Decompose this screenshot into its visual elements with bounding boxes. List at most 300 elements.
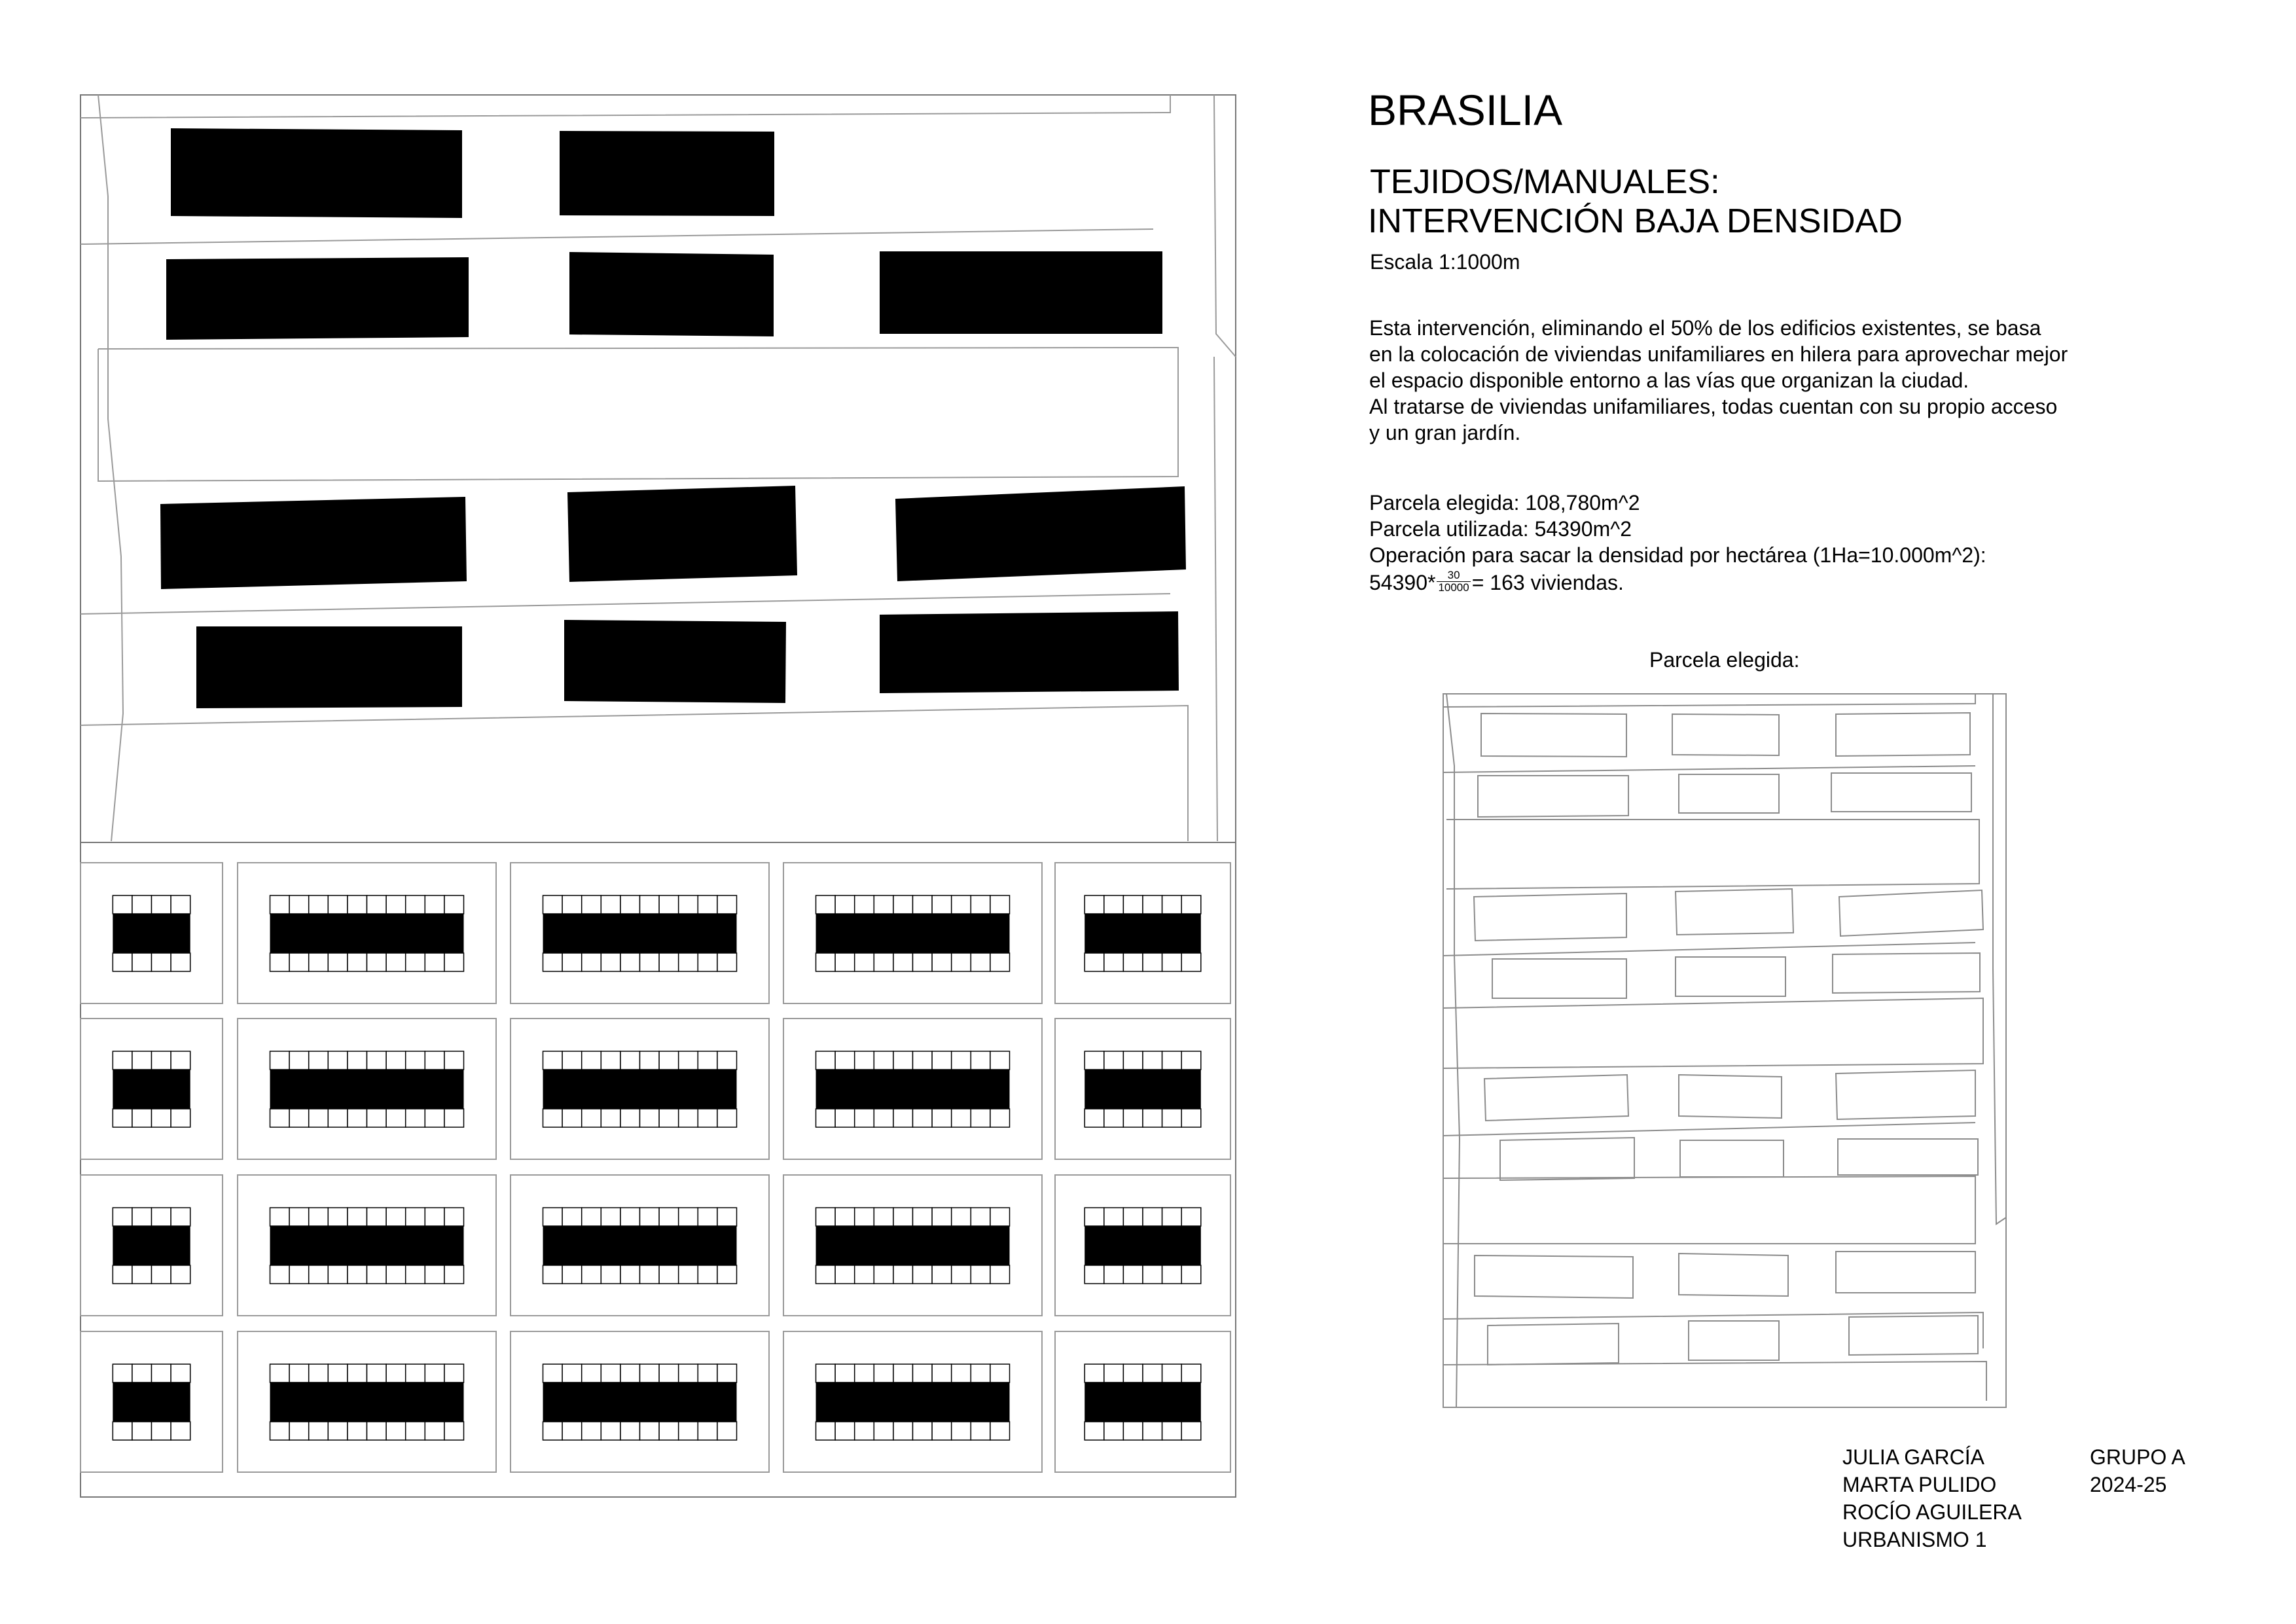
private-garden xyxy=(171,1208,190,1226)
private-garden xyxy=(620,895,640,914)
private-garden xyxy=(582,1051,601,1070)
private-garden xyxy=(620,1208,640,1226)
rowhouse-bar xyxy=(270,914,464,953)
private-garden xyxy=(816,953,836,971)
private-garden xyxy=(309,953,329,971)
private-garden xyxy=(171,1051,190,1070)
parcel-building xyxy=(1478,776,1628,817)
parcel-street xyxy=(1443,1362,1986,1401)
private-garden xyxy=(990,1208,1010,1226)
private-garden xyxy=(1123,1364,1143,1382)
parcel-building xyxy=(1474,893,1626,941)
formula-numerator: 30 xyxy=(1437,569,1470,582)
private-garden xyxy=(367,1109,387,1127)
private-garden xyxy=(855,953,874,971)
private-garden xyxy=(1123,1051,1143,1070)
private-garden xyxy=(816,1422,836,1440)
parcel-street xyxy=(1443,1176,1975,1244)
private-garden xyxy=(444,1208,464,1226)
private-garden xyxy=(952,1208,971,1226)
private-garden xyxy=(717,953,737,971)
parcel-street xyxy=(1443,1312,1983,1348)
private-garden xyxy=(855,895,874,914)
private-garden xyxy=(855,1265,874,1284)
private-garden xyxy=(1181,1051,1201,1070)
private-garden xyxy=(971,1208,990,1226)
parcel-building xyxy=(1689,1321,1779,1360)
private-garden xyxy=(543,1364,563,1382)
parcela-utilizada-value: Parcela utilizada: 54390m^2 xyxy=(1369,517,1632,541)
density-operation-label: Operación para sacar la densidad por hectárea (1Ha=10.000m^2): xyxy=(1369,543,1986,567)
private-garden xyxy=(659,1265,679,1284)
private-garden xyxy=(171,895,190,914)
private-garden xyxy=(543,1051,563,1070)
building xyxy=(569,252,774,336)
private-garden xyxy=(952,895,971,914)
private-garden xyxy=(132,1109,152,1127)
parcel-street xyxy=(1993,694,2006,1224)
parcel-building xyxy=(1679,1075,1782,1118)
private-garden xyxy=(601,895,620,914)
private-garden xyxy=(406,1208,425,1226)
private-garden xyxy=(406,1422,425,1440)
building xyxy=(567,486,797,582)
scale-label: Escala 1:1000m xyxy=(1370,250,1520,274)
private-garden xyxy=(425,1422,444,1440)
private-garden xyxy=(855,1051,874,1070)
page-title: BRASILIA xyxy=(1368,86,1563,134)
private-garden xyxy=(855,1208,874,1226)
private-garden xyxy=(309,1265,329,1284)
parcel-building xyxy=(1676,889,1793,935)
private-garden xyxy=(679,1364,698,1382)
private-garden xyxy=(679,1422,698,1440)
private-garden xyxy=(132,1422,152,1440)
private-garden xyxy=(270,1109,290,1127)
private-garden xyxy=(913,1208,933,1226)
private-garden xyxy=(990,1051,1010,1070)
private-garden xyxy=(425,1208,444,1226)
private-garden xyxy=(132,1051,152,1070)
private-garden xyxy=(698,1051,717,1070)
private-garden xyxy=(1162,1422,1182,1440)
private-garden xyxy=(309,895,329,914)
private-garden xyxy=(1143,953,1162,971)
rowhouse-bar xyxy=(816,914,1010,953)
private-garden xyxy=(835,953,855,971)
private-garden xyxy=(601,1051,620,1070)
private-garden xyxy=(425,1364,444,1382)
private-garden xyxy=(835,1364,855,1382)
private-garden xyxy=(620,1364,640,1382)
private-garden xyxy=(113,895,132,914)
private-garden xyxy=(1085,1109,1104,1127)
private-garden xyxy=(328,895,348,914)
private-garden xyxy=(913,1109,933,1127)
private-garden xyxy=(1104,895,1124,914)
private-garden xyxy=(367,1265,387,1284)
private-garden xyxy=(835,1208,855,1226)
private-garden xyxy=(874,1265,893,1284)
parcel-building xyxy=(1679,774,1779,813)
private-garden xyxy=(113,1208,132,1226)
rowhouse-bar xyxy=(543,1070,737,1109)
private-garden xyxy=(679,1208,698,1226)
private-garden xyxy=(1181,1208,1201,1226)
private-garden xyxy=(601,1422,620,1440)
private-garden xyxy=(289,1422,309,1440)
private-garden xyxy=(348,1109,367,1127)
private-garden xyxy=(1123,1109,1143,1127)
private-garden xyxy=(874,1208,893,1226)
parcel-street xyxy=(1446,694,1460,1407)
private-garden xyxy=(932,1364,952,1382)
private-garden xyxy=(659,1364,679,1382)
parcela-label: Parcela elegida: xyxy=(1649,648,1800,672)
private-garden xyxy=(1162,1051,1182,1070)
rowhouse-bar xyxy=(816,1226,1010,1265)
private-garden xyxy=(171,1109,190,1127)
private-garden xyxy=(367,1208,387,1226)
parcel-building xyxy=(1475,1255,1633,1298)
private-garden xyxy=(1143,1109,1162,1127)
parcel-building xyxy=(1676,957,1785,996)
private-garden xyxy=(444,1364,464,1382)
private-garden xyxy=(717,1422,737,1440)
formula-denominator: 10000 xyxy=(1438,581,1469,594)
private-garden xyxy=(952,1051,971,1070)
parcel-street xyxy=(1443,1123,1975,1136)
private-garden xyxy=(990,1364,1010,1382)
private-garden xyxy=(855,1109,874,1127)
private-garden xyxy=(1143,1364,1162,1382)
private-garden xyxy=(171,1364,190,1382)
private-garden xyxy=(1123,895,1143,914)
parcel-building xyxy=(1831,773,1971,812)
rowhouse-bar xyxy=(270,1382,464,1422)
private-garden xyxy=(1104,1051,1124,1070)
private-garden xyxy=(816,1364,836,1382)
private-garden xyxy=(113,1051,132,1070)
private-garden xyxy=(367,895,387,914)
private-garden xyxy=(893,1208,913,1226)
formula-fraction xyxy=(1437,569,1470,594)
private-garden xyxy=(1104,953,1124,971)
private-garden xyxy=(816,1208,836,1226)
private-garden xyxy=(406,1265,425,1284)
private-garden xyxy=(348,1422,367,1440)
private-garden xyxy=(562,953,582,971)
private-garden xyxy=(289,1109,309,1127)
building xyxy=(880,611,1179,693)
private-garden xyxy=(386,895,406,914)
private-garden xyxy=(1123,1265,1143,1284)
private-garden xyxy=(816,895,836,914)
private-garden xyxy=(1104,1364,1124,1382)
parcel-building xyxy=(1672,714,1779,755)
private-garden xyxy=(1085,1208,1104,1226)
private-garden xyxy=(659,1051,679,1070)
private-garden xyxy=(1181,1109,1201,1127)
private-garden xyxy=(1181,895,1201,914)
private-garden xyxy=(289,1051,309,1070)
private-garden xyxy=(1162,895,1182,914)
private-garden xyxy=(562,1265,582,1284)
private-garden xyxy=(816,1109,836,1127)
private-garden xyxy=(1181,953,1201,971)
private-garden xyxy=(348,1364,367,1382)
private-garden xyxy=(171,953,190,971)
private-garden xyxy=(152,1109,171,1127)
authors-block xyxy=(1842,1443,2022,1553)
parcel-street xyxy=(1443,694,1975,707)
street-line xyxy=(81,594,1170,614)
private-garden xyxy=(990,1109,1010,1127)
rowhouse-bar xyxy=(113,1070,190,1109)
private-garden xyxy=(1085,1364,1104,1382)
private-garden xyxy=(1181,1422,1201,1440)
rowhouse-bar xyxy=(816,1382,1010,1422)
building xyxy=(196,626,462,708)
private-garden xyxy=(679,1051,698,1070)
building xyxy=(160,497,467,589)
private-garden xyxy=(717,1265,737,1284)
private-garden xyxy=(328,1265,348,1284)
private-garden xyxy=(913,1051,933,1070)
private-garden xyxy=(132,1265,152,1284)
group-name: GRUPO A xyxy=(2090,1445,2185,1469)
private-garden xyxy=(913,1422,933,1440)
private-garden xyxy=(1123,1208,1143,1226)
private-garden xyxy=(270,1265,290,1284)
parcel-building xyxy=(1849,1316,1978,1355)
private-garden xyxy=(601,1265,620,1284)
private-garden xyxy=(698,1265,717,1284)
private-garden xyxy=(386,1109,406,1127)
private-garden xyxy=(270,953,290,971)
private-garden xyxy=(582,1422,601,1440)
private-garden xyxy=(543,895,563,914)
private-garden xyxy=(309,1208,329,1226)
private-garden xyxy=(367,1422,387,1440)
private-garden xyxy=(348,1208,367,1226)
chosen-parcel-plan xyxy=(1433,687,2022,1420)
private-garden xyxy=(1104,1422,1124,1440)
building xyxy=(171,128,462,218)
private-garden xyxy=(425,1109,444,1127)
private-garden xyxy=(1085,953,1104,971)
parcel-building xyxy=(1833,953,1980,993)
formula-result: = 163 viviendas. xyxy=(1471,571,1624,594)
description-line: Al tratarse de viviendas unifamiliares, todas cuentan con su propio acceso xyxy=(1369,395,2058,418)
private-garden xyxy=(328,953,348,971)
parcel-building xyxy=(1836,1252,1975,1293)
private-garden xyxy=(971,895,990,914)
private-garden xyxy=(640,1364,660,1382)
private-garden xyxy=(893,1265,913,1284)
private-garden xyxy=(367,1364,387,1382)
private-garden xyxy=(562,895,582,914)
private-garden xyxy=(816,1051,836,1070)
private-garden xyxy=(620,1422,640,1440)
building xyxy=(166,257,469,340)
private-garden xyxy=(444,895,464,914)
private-garden xyxy=(932,1051,952,1070)
private-garden xyxy=(152,1051,171,1070)
private-garden xyxy=(893,895,913,914)
private-garden xyxy=(932,895,952,914)
private-garden xyxy=(348,1051,367,1070)
parcel-frame xyxy=(1443,694,2006,1407)
street-line xyxy=(81,95,1170,118)
private-garden xyxy=(835,1051,855,1070)
private-garden xyxy=(717,1208,737,1226)
private-garden xyxy=(893,953,913,971)
private-garden xyxy=(270,1051,290,1070)
private-garden xyxy=(659,953,679,971)
private-garden xyxy=(601,1109,620,1127)
private-garden xyxy=(679,895,698,914)
private-garden xyxy=(562,1422,582,1440)
private-garden xyxy=(855,1422,874,1440)
rowhouse-bar xyxy=(543,1382,737,1422)
private-garden xyxy=(444,1422,464,1440)
density-formula xyxy=(1369,569,1986,596)
private-garden xyxy=(132,895,152,914)
private-garden xyxy=(698,1422,717,1440)
parcel-building xyxy=(1679,1254,1788,1296)
private-garden xyxy=(582,1364,601,1382)
subtitle-intervention: INTERVENCIÓN BAJA DENSIDAD xyxy=(1368,202,1903,240)
private-garden xyxy=(152,1364,171,1382)
private-garden xyxy=(990,895,1010,914)
rowhouse-bar xyxy=(270,1226,464,1265)
private-garden xyxy=(698,953,717,971)
private-garden xyxy=(289,895,309,914)
private-garden xyxy=(113,1364,132,1382)
private-garden xyxy=(601,1364,620,1382)
private-garden xyxy=(874,1364,893,1382)
private-garden xyxy=(562,1109,582,1127)
private-garden xyxy=(971,953,990,971)
private-garden xyxy=(717,1109,737,1127)
private-garden xyxy=(1104,1109,1124,1127)
description-line: en la colocación de viviendas unifamiliares en hilera para aprovechar mejor xyxy=(1369,342,2068,366)
subtitle-topic: TEJIDOS/MANUALES: xyxy=(1370,163,1720,201)
private-garden xyxy=(1162,1265,1182,1284)
private-garden xyxy=(425,953,444,971)
private-garden xyxy=(386,1364,406,1382)
private-garden xyxy=(543,1422,563,1440)
private-garden xyxy=(971,1364,990,1382)
private-garden xyxy=(971,1265,990,1284)
private-garden xyxy=(270,1208,290,1226)
parcel-building xyxy=(1500,1138,1634,1180)
private-garden xyxy=(406,1051,425,1070)
private-garden xyxy=(679,953,698,971)
private-garden xyxy=(1123,1422,1143,1440)
rowhouse-bar xyxy=(113,1382,190,1422)
private-garden xyxy=(932,953,952,971)
private-garden xyxy=(971,1051,990,1070)
private-garden xyxy=(386,1051,406,1070)
private-garden xyxy=(717,895,737,914)
private-garden xyxy=(679,1109,698,1127)
rowhouse-bar xyxy=(543,1226,737,1265)
private-garden xyxy=(309,1051,329,1070)
private-garden xyxy=(1162,953,1182,971)
private-garden xyxy=(132,953,152,971)
private-garden xyxy=(932,1208,952,1226)
private-garden xyxy=(698,1364,717,1382)
rowhouse-bar xyxy=(270,1070,464,1109)
private-garden xyxy=(582,1208,601,1226)
private-garden xyxy=(132,1208,152,1226)
private-garden xyxy=(990,1422,1010,1440)
private-garden xyxy=(698,895,717,914)
private-garden xyxy=(386,953,406,971)
private-garden xyxy=(640,895,660,914)
private-garden xyxy=(620,1051,640,1070)
private-garden xyxy=(971,1422,990,1440)
private-garden xyxy=(990,1265,1010,1284)
private-garden xyxy=(543,953,563,971)
private-garden xyxy=(1181,1265,1201,1284)
private-garden xyxy=(1162,1109,1182,1127)
author-name: MARTA PULIDO xyxy=(1842,1473,1997,1496)
rowhouse-bar xyxy=(1085,1226,1201,1265)
private-garden xyxy=(270,1422,290,1440)
building xyxy=(880,251,1162,334)
private-garden xyxy=(152,1265,171,1284)
description-line: el espacio disponible entorno a las vías que organizan la ciudad. xyxy=(1369,369,1969,392)
private-garden xyxy=(640,1051,660,1070)
private-garden xyxy=(582,1109,601,1127)
private-garden xyxy=(543,1265,563,1284)
private-garden xyxy=(932,1109,952,1127)
rowhouse-grid xyxy=(81,863,1230,1472)
private-garden xyxy=(659,1422,679,1440)
private-garden xyxy=(582,1265,601,1284)
private-garden xyxy=(406,953,425,971)
private-garden xyxy=(367,953,387,971)
private-garden xyxy=(952,1265,971,1284)
rowhouse-bar xyxy=(113,1226,190,1265)
building xyxy=(560,131,774,216)
private-garden xyxy=(289,1364,309,1382)
private-garden xyxy=(640,1208,660,1226)
academic-year: 2024-25 xyxy=(2090,1473,2167,1496)
parcel-building xyxy=(1481,713,1626,757)
parcel-building xyxy=(1484,1075,1628,1121)
private-garden xyxy=(874,1109,893,1127)
private-garden xyxy=(640,1422,660,1440)
private-garden xyxy=(952,1364,971,1382)
private-garden xyxy=(406,1364,425,1382)
private-garden xyxy=(640,1109,660,1127)
private-garden xyxy=(874,1051,893,1070)
private-garden xyxy=(425,1265,444,1284)
private-garden xyxy=(1085,1265,1104,1284)
private-garden xyxy=(1085,1422,1104,1440)
private-garden xyxy=(113,953,132,971)
parcel-street xyxy=(1446,820,1979,889)
private-garden xyxy=(932,1265,952,1284)
private-garden xyxy=(543,1208,563,1226)
private-garden xyxy=(289,1265,309,1284)
private-garden xyxy=(348,953,367,971)
private-garden xyxy=(1085,1051,1104,1070)
